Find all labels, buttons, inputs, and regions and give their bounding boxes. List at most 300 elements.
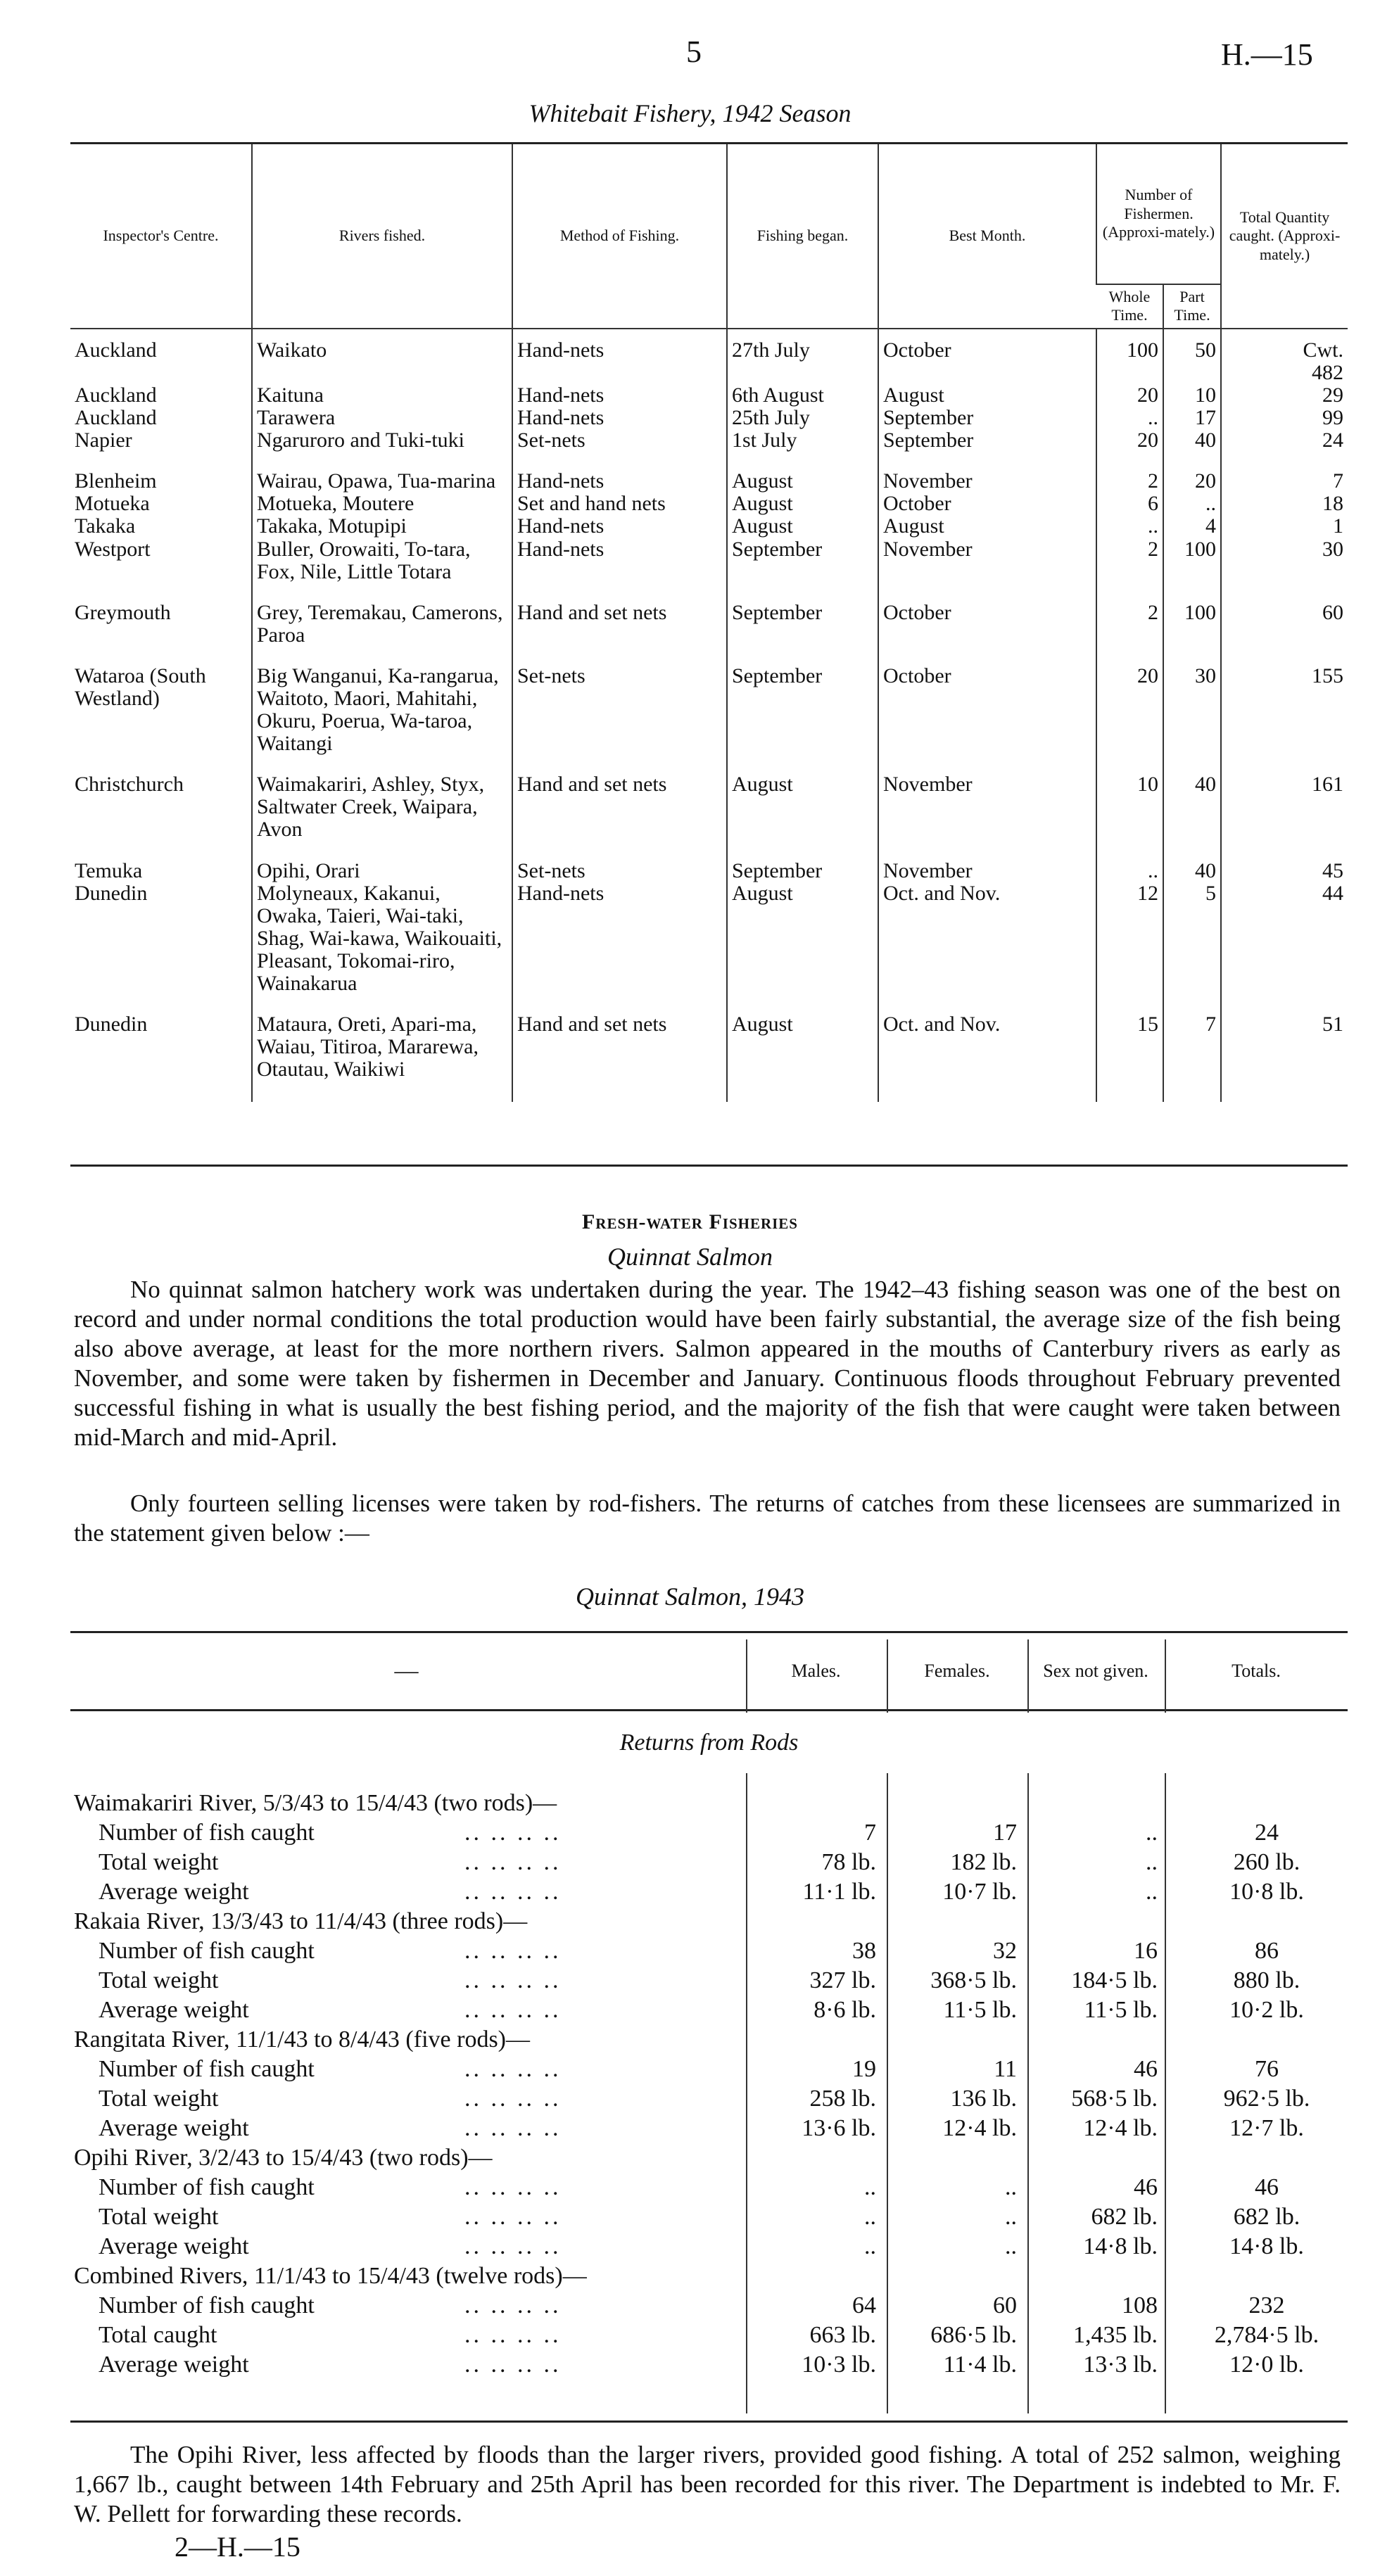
leader-dots: .. .. .. .. <box>464 1849 562 1875</box>
cell-females: 686·5 lb. <box>930 2322 1017 2348</box>
cell-males: 78 lb. <box>821 1849 876 1875</box>
cell-best <box>878 452 1096 493</box>
row-label: Number of fish caught <box>99 1938 315 1964</box>
cell-centre <box>70 384 252 407</box>
cell-text: October <box>883 600 951 624</box>
cell-females: 368·5 lb. <box>930 1967 1017 1993</box>
col-header-part: Part Time. <box>1163 284 1221 329</box>
col-header-total: Total Quantity caught. (Approxi-mately.) <box>1221 144 1348 329</box>
cell-text: August <box>732 1013 793 1036</box>
cell-method <box>512 842 727 882</box>
cell-text: Greymouth <box>75 600 171 624</box>
cell-text: 5 <box>1205 881 1217 905</box>
table-row <box>70 2232 1348 2261</box>
table-row <box>70 755 1348 841</box>
cell-began <box>727 647 878 755</box>
cell-whole <box>1096 429 1163 452</box>
cell-rivers <box>252 493 512 515</box>
col-header-blank: — <box>394 1657 419 1684</box>
table-row <box>70 2084 1348 2114</box>
cell-sng: 14·8 lb. <box>1083 2233 1158 2259</box>
cell-text: 60 <box>1322 600 1344 624</box>
cell-method <box>512 384 727 407</box>
group-heading <box>70 1907 1348 1936</box>
cell-total <box>1221 882 1348 995</box>
cell-text: 161 <box>1312 773 1344 797</box>
cell-males: .. <box>864 2233 876 2259</box>
cell-began <box>727 882 878 995</box>
cell-text: Temuka <box>75 858 143 882</box>
cell-text: August <box>732 881 793 905</box>
cell-whole <box>1096 384 1163 407</box>
cell-text: 482 <box>1312 360 1344 384</box>
header-divider <box>746 1639 747 1713</box>
table-row <box>70 2055 1348 2084</box>
cell-centre <box>70 842 252 882</box>
cell-text: Hand and set nets <box>517 773 667 797</box>
cell-part <box>1163 755 1221 841</box>
cell-began <box>727 429 878 452</box>
cell-females: 11·4 lb. <box>943 2352 1017 2378</box>
cell-totals: 962·5 lb. <box>1223 2086 1310 2112</box>
cell-whole <box>1096 842 1163 882</box>
table-row <box>70 2114 1348 2143</box>
cell-text: 20 <box>1137 383 1158 407</box>
cell-centre <box>70 429 252 452</box>
cell-text: 6 <box>1148 492 1158 516</box>
document-reference: H.—15 <box>1221 37 1313 72</box>
cell-text: 2 <box>1148 537 1158 561</box>
whitebait-table <box>70 144 1348 1102</box>
header-divider <box>887 1639 888 1713</box>
cell-whole <box>1096 329 1163 384</box>
cell-began <box>727 384 878 407</box>
cell-sng: .. <box>1146 1879 1158 1905</box>
group-heading <box>70 2143 1348 2173</box>
closing-paragraph: The Opihi River, less affected by floods than the larger rivers, provided good fishing. A total of 252 salmon, weighing 1,667 lb., caught between 14th February and 25th April has been recorded for this river. The Department is indebted to Mr. F. W. Pellett for forwarding these records. <box>74 2441 1341 2527</box>
cell-text: Christchurch <box>75 773 184 797</box>
cell-text: 51 <box>1322 1013 1344 1036</box>
table-row <box>70 647 1348 755</box>
cell-text: October <box>883 338 951 362</box>
cell-text: 1 <box>1333 514 1344 538</box>
cell-males: .. <box>864 2204 876 2230</box>
cell-text: Hand and set nets <box>517 600 667 624</box>
cell-rivers <box>252 538 512 583</box>
cell-text: Blenheim <box>75 469 157 493</box>
cell-began <box>727 538 878 583</box>
cell-totals: 880 lb. <box>1233 1967 1300 1993</box>
cell-method <box>512 329 727 384</box>
cell-sng: 13·3 lb. <box>1083 2352 1158 2378</box>
table-row <box>70 429 1348 452</box>
cell-text: Hand-nets <box>517 514 604 538</box>
cell-part <box>1163 407 1221 429</box>
cell-part <box>1163 882 1221 995</box>
col-header-best: Best Month. <box>878 144 1096 329</box>
cell-sng: 184·5 lb. <box>1071 1967 1158 1993</box>
cell-text: 50 <box>1195 338 1217 362</box>
cell-rivers <box>252 842 512 882</box>
table-row <box>70 842 1348 882</box>
cell-part <box>1163 583 1221 647</box>
cell-text: .. <box>1148 858 1158 882</box>
cell-began <box>727 842 878 882</box>
row-label: Total weight <box>99 2086 219 2112</box>
cell-females: 32 <box>993 1938 1017 1964</box>
cell-text: 40 <box>1195 773 1217 797</box>
cell-totals: 24 <box>1255 1820 1279 1846</box>
cell-text: .. <box>1148 406 1158 430</box>
leader-dots: .. .. .. .. <box>464 1879 562 1905</box>
cell-total <box>1221 995 1348 1102</box>
cell-males: 64 <box>852 2292 876 2318</box>
cell-centre <box>70 882 252 995</box>
cell-males: 258 lb. <box>809 2086 876 2112</box>
cell-text: September <box>732 600 823 624</box>
cell-text: 20 <box>1195 469 1217 493</box>
cell-text: 30 <box>1195 664 1217 687</box>
cell-best <box>878 493 1096 515</box>
cell-whole <box>1096 647 1163 755</box>
cell-total <box>1221 515 1348 538</box>
row-label: Average weight <box>99 2233 249 2259</box>
table-row <box>70 1966 1348 1996</box>
salmon-subtitle: Returns from Rods <box>619 1730 799 1756</box>
cell-text: August <box>732 514 793 538</box>
cell-method <box>512 755 727 841</box>
leader-dots: .. .. .. .. <box>464 2115 562 2141</box>
row-label: Number of fish caught <box>99 2174 315 2200</box>
cell-best <box>878 329 1096 384</box>
header-divider <box>1165 1639 1166 1713</box>
cell-females: .. <box>1005 2233 1017 2259</box>
cell-total <box>1221 583 1348 647</box>
cell-part <box>1163 493 1221 515</box>
table-row <box>70 1996 1348 2025</box>
cell-began <box>727 583 878 647</box>
leader-dots: .. .. .. .. <box>464 2322 562 2348</box>
cell-total <box>1221 493 1348 515</box>
cell-totals: 10·8 lb. <box>1229 1879 1304 1905</box>
paragraph-2: Only fourteen selling licenses were taken by rod-fishers. The returns of catches from these licensees are summarized in the statement given below :— <box>74 1490 1341 1547</box>
cell-centre <box>70 647 252 755</box>
cell-method <box>512 647 727 755</box>
cell-text: Set-nets <box>517 664 585 687</box>
cell-rivers <box>252 755 512 841</box>
cell-sng: 12·4 lb. <box>1083 2115 1158 2141</box>
whitebait-table-body <box>70 329 1348 1103</box>
cell-whole <box>1096 583 1163 647</box>
leader-dots: .. .. .. .. <box>464 2233 562 2259</box>
leader-dots: .. .. .. .. <box>464 2292 562 2318</box>
cell-text: 100 <box>1184 537 1217 561</box>
cell-sng: .. <box>1146 1820 1158 1846</box>
cell-began <box>727 755 878 841</box>
col-header-males: Males. <box>791 1661 841 1682</box>
cell-part <box>1163 515 1221 538</box>
cell-sng: 568·5 lb. <box>1071 2086 1158 2112</box>
cell-method <box>512 882 727 995</box>
table-row <box>70 493 1348 515</box>
cell-text: Takaka <box>75 514 136 538</box>
cell-part <box>1163 647 1221 755</box>
cell-sng: 46 <box>1134 2056 1158 2082</box>
cell-text: 2 <box>1148 469 1158 493</box>
cell-text: September <box>883 406 974 430</box>
cell-centre <box>70 452 252 493</box>
cell-text: Hand-nets <box>517 469 604 493</box>
leader-dots: .. .. .. .. <box>464 2174 562 2200</box>
salmon-table-header <box>70 1631 1348 1711</box>
cell-totals: 12·0 lb. <box>1229 2352 1304 2378</box>
cell-text: November <box>883 469 973 493</box>
cell-text: Set-nets <box>517 429 585 452</box>
cell-method <box>512 407 727 429</box>
row-label: Average weight <box>99 2115 249 2141</box>
cell-text: Auckland <box>75 406 157 430</box>
cell-best <box>878 384 1096 407</box>
table-row <box>70 2321 1348 2350</box>
cell-began <box>727 515 878 538</box>
cell-text: 10 <box>1137 773 1158 797</box>
cell-females: 60 <box>993 2292 1017 2318</box>
cell-text: October <box>883 664 951 687</box>
cell-text: 27th July <box>732 338 810 362</box>
cell-text: Tarawera <box>257 406 336 430</box>
cell-text: .. <box>1205 492 1217 516</box>
row-label: Average weight <box>99 2352 249 2378</box>
table-row <box>70 452 1348 493</box>
cell-text: Grey, Teremakau, Camerons, Paroa <box>257 600 503 647</box>
cell-rivers <box>252 647 512 755</box>
cell-rivers <box>252 583 512 647</box>
row-label: Average weight <box>99 1997 249 2023</box>
cell-text: November <box>883 537 973 561</box>
table-row <box>70 1877 1348 1907</box>
col-header-sex-not-given: Sex not given. <box>1043 1661 1148 1682</box>
cell-totals: 2,784·5 lb. <box>1214 2322 1319 2348</box>
cell-text: August <box>732 492 793 516</box>
table-bottom-rule <box>70 1165 1348 1167</box>
cell-whole <box>1096 755 1163 841</box>
cell-text: 29 <box>1322 383 1344 407</box>
cell-centre <box>70 755 252 841</box>
cell-text: Napier <box>75 429 132 452</box>
table-row <box>70 995 1348 1102</box>
cell-rivers <box>252 882 512 995</box>
cell-text: Set-nets <box>517 858 585 882</box>
cell-text: Opihi, Orari <box>257 858 360 882</box>
table-row <box>70 515 1348 538</box>
cell-sng: .. <box>1146 1849 1158 1875</box>
cell-text: 20 <box>1137 664 1158 687</box>
header-divider <box>1027 1639 1029 1713</box>
group-label: Opihi River, 3/2/43 to 15/4/43 (two rods)— <box>74 2145 493 2171</box>
group-heading <box>70 2261 1348 2291</box>
cell-females: 17 <box>993 1820 1017 1846</box>
cell-text: August <box>883 514 944 538</box>
cell-total <box>1221 407 1348 429</box>
cell-sng: 46 <box>1134 2174 1158 2200</box>
cell-total <box>1221 755 1348 841</box>
leader-dots: .. .. .. .. <box>464 2056 562 2082</box>
cell-method <box>512 538 727 583</box>
page-number: 5 <box>686 34 702 69</box>
row-label: Total weight <box>99 1849 219 1875</box>
table-row <box>70 882 1348 995</box>
cell-males: 327 lb. <box>809 1967 876 1993</box>
cell-females: 12·4 lb. <box>942 2115 1017 2141</box>
cell-rivers <box>252 452 512 493</box>
cell-best <box>878 407 1096 429</box>
table-row <box>70 538 1348 583</box>
cell-rivers <box>252 384 512 407</box>
cell-females: 10·7 lb. <box>942 1879 1017 1905</box>
table-row <box>70 384 1348 407</box>
table-row <box>70 329 1348 384</box>
cell-text: 30 <box>1322 537 1344 561</box>
cell-method <box>512 429 727 452</box>
cell-text: September <box>732 664 823 687</box>
cell-text: 24 <box>1322 429 1344 452</box>
cell-best <box>878 755 1096 841</box>
cell-began <box>727 407 878 429</box>
cell-text: August <box>883 383 944 407</box>
cell-whole <box>1096 995 1163 1102</box>
table-row <box>70 2350 1348 2380</box>
cell-whole <box>1096 493 1163 515</box>
cell-text: Hand-nets <box>517 338 604 362</box>
cell-text: October <box>883 492 951 516</box>
cell-males: 8·6 lb. <box>814 1997 876 2023</box>
cell-best <box>878 538 1096 583</box>
group-heading <box>70 1789 1348 1818</box>
leader-dots: .. .. .. .. <box>464 1820 562 1846</box>
cell-text: 25th July <box>732 406 810 430</box>
cell-totals: 86 <box>1255 1938 1279 1964</box>
cell-text: 12 <box>1137 881 1158 905</box>
cell-text: Hand-nets <box>517 537 604 561</box>
cell-rivers <box>252 407 512 429</box>
cell-method <box>512 583 727 647</box>
cell-whole <box>1096 882 1163 995</box>
cell-females: 11 <box>994 2056 1017 2082</box>
cell-males: 10·3 lb. <box>802 2352 876 2378</box>
cell-rivers <box>252 995 512 1102</box>
cell-text: Oct. and Nov. <box>883 1013 1001 1036</box>
cell-text: 40 <box>1195 858 1217 882</box>
cell-text: .. <box>1148 514 1158 538</box>
cell-males: 11·1 lb. <box>802 1879 876 1905</box>
cell-text: September <box>883 429 974 452</box>
table-row <box>70 583 1348 647</box>
table-row <box>70 407 1348 429</box>
cell-whole <box>1096 515 1163 538</box>
whitebait-table-title: Whitebait Fishery, 1942 Season <box>528 99 852 127</box>
cell-totals: 46 <box>1255 2174 1279 2200</box>
cell-text: 6th August <box>732 383 824 407</box>
cell-totals: 260 lb. <box>1233 1849 1300 1875</box>
row-label: Total weight <box>99 2204 219 2230</box>
group-label: Rakaia River, 13/3/43 to 11/4/43 (three rods)— <box>74 1908 528 1934</box>
leader-dots: .. .. .. .. <box>464 2086 562 2112</box>
cell-totals: 10·2 lb. <box>1229 1997 1304 2023</box>
col-header-began: Fishing began. <box>727 144 878 329</box>
cell-females: 11·5 lb. <box>943 1997 1017 2023</box>
cell-began <box>727 493 878 515</box>
cell-part <box>1163 384 1221 407</box>
col-header-method: Method of Fishing. <box>512 144 727 329</box>
section-heading: Fresh-water Fisheries <box>581 1210 798 1233</box>
cell-text: Set and hand nets <box>517 492 666 516</box>
cell-males: .. <box>864 2174 876 2200</box>
cell-method <box>512 515 727 538</box>
cell-text: 7 <box>1205 1013 1217 1036</box>
cell-females: 182 lb. <box>950 1849 1017 1875</box>
col-header-females: Females. <box>924 1661 990 1682</box>
cell-totals: 682 lb. <box>1233 2204 1300 2230</box>
cell-text: 4 <box>1205 514 1217 538</box>
cell-males: 38 <box>852 1938 876 1964</box>
row-label: Number of fish caught <box>99 2056 315 2082</box>
cell-text: Hand-nets <box>517 383 604 407</box>
cell-text: August <box>732 773 793 797</box>
cell-sng: 108 <box>1122 2292 1158 2318</box>
cell-text: Dunedin <box>75 1013 148 1036</box>
unit-label: Cwt. <box>1303 338 1344 362</box>
cell-best <box>878 995 1096 1102</box>
cell-text: 99 <box>1322 406 1344 430</box>
cell-text: Waimakariri, Ashley, Styx, Saltwater Creek, Waipara, Avon <box>257 773 485 842</box>
cell-began <box>727 995 878 1102</box>
cell-text: Auckland <box>75 338 157 362</box>
group-label: Waimakariri River, 5/3/43 to 15/4/43 (two rods)— <box>74 1790 557 1816</box>
cell-method <box>512 493 727 515</box>
cell-total <box>1221 647 1348 755</box>
cell-rivers <box>252 429 512 452</box>
cell-text: August <box>732 469 793 493</box>
cell-text: Waikato <box>257 338 327 362</box>
leader-dots: .. .. .. .. <box>464 2204 562 2230</box>
table-row <box>70 2173 1348 2202</box>
group-label: Rangitata River, 11/1/43 to 8/4/43 (five rods)— <box>74 2026 530 2052</box>
paragraph-1: No quinnat salmon hatchery work was undertaken during the year. The 1942–43 fishing season was one of the best on record and under normal conditions the total production would have been fairly substantial, the average size of the fish being also above average, at least for the more northern rivers. Salmon appeared in the mouths of Canterbury rivers as early as November, and some were taken by fishermen in December and January. Continuous floods throughout February prevented successful fishing in what is usually the best fishing period, and the majority of the fish that were caught were taken between mid-March and mid-April. <box>74 1276 1341 1451</box>
cell-best <box>878 583 1096 647</box>
cell-part <box>1163 842 1221 882</box>
cell-sng: 16 <box>1134 1938 1158 1964</box>
cell-text: Westport <box>75 537 151 561</box>
cell-whole <box>1096 538 1163 583</box>
cell-females: .. <box>1005 2174 1017 2200</box>
cell-centre <box>70 538 252 583</box>
cell-total <box>1221 429 1348 452</box>
col-header-rivers: Rivers fished. <box>252 144 512 329</box>
cell-text: 17 <box>1195 406 1217 430</box>
cell-began <box>727 452 878 493</box>
cell-best <box>878 429 1096 452</box>
cell-text: 10 <box>1195 383 1217 407</box>
cell-text: Wairau, Opawa, Tua-marina <box>257 469 496 493</box>
table-row <box>70 1936 1348 1966</box>
cell-text: Wataroa (South Westland) <box>75 664 206 710</box>
leader-dots: .. .. .. .. <box>464 1997 562 2023</box>
cell-text: 100 <box>1127 338 1158 362</box>
cell-males: 7 <box>864 1820 876 1846</box>
cell-males: 663 lb. <box>809 2322 876 2348</box>
cell-totals: 76 <box>1255 2056 1279 2082</box>
cell-part <box>1163 538 1221 583</box>
